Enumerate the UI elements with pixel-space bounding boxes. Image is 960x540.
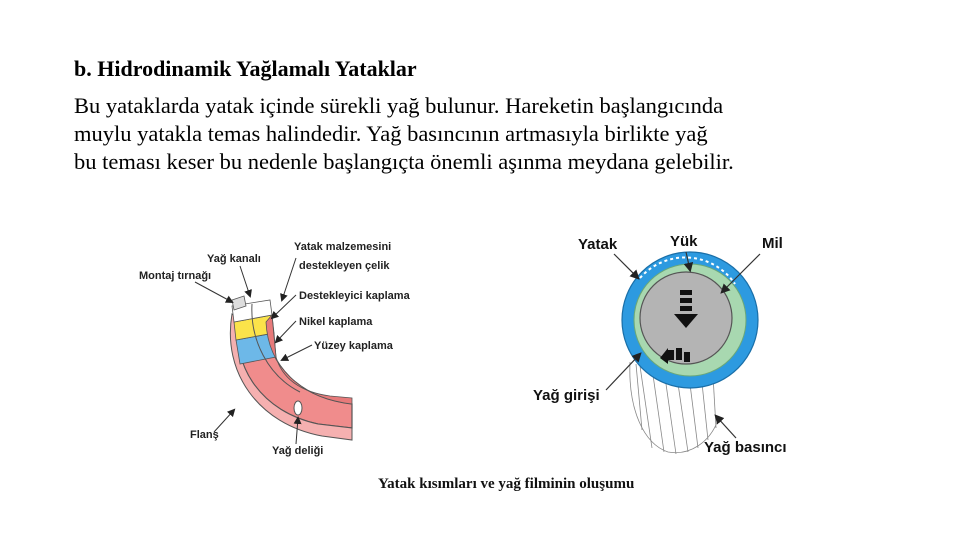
label-oil-hole: Yağ deliği (272, 445, 324, 457)
figure-caption: Yatak kısımları ve yağ filminin oluşumu (378, 476, 635, 492)
label-load: Yük (670, 233, 698, 250)
section-heading: b. Hidrodinamik Yağlamalı Yataklar (74, 56, 417, 81)
label-bearing-material-2: destekleyen çelik (299, 260, 390, 272)
label-nickel-coating: Nikel kaplama (299, 316, 373, 328)
label-flange: Flanş (190, 429, 219, 441)
oil-film-diagram (622, 252, 758, 454)
label-oil-channel: Yağ kanalı (207, 253, 261, 265)
oil-hole (294, 401, 302, 415)
label-locating-lug: Montaj tırnağı (139, 270, 212, 282)
label-surface-coating: Yüzey kaplama (314, 340, 393, 352)
paragraph-line: Bu yataklarda yatak içinde sürekli yağ bulunur. Hareketin başlangıcında (74, 93, 724, 118)
paragraph-line: muylu yatakla temas halindedir. Yağ basıncının artmasıyla birlikte yağ (74, 121, 708, 146)
label-shaft: Mil (762, 235, 783, 252)
label-bearing: Yatak (578, 236, 618, 253)
label-bearing-material-1: Yatak malzemesini (294, 241, 392, 253)
label-supporting-coating: Destekleyici kaplama (299, 290, 410, 302)
label-oil-inlet: Yağ girişi (533, 387, 600, 404)
paragraph-line: bu teması keser bu nedenle başlangıçta önemli aşınma meydana gelebilir. (74, 149, 734, 174)
label-oil-pressure: Yağ basıncı (704, 439, 787, 456)
